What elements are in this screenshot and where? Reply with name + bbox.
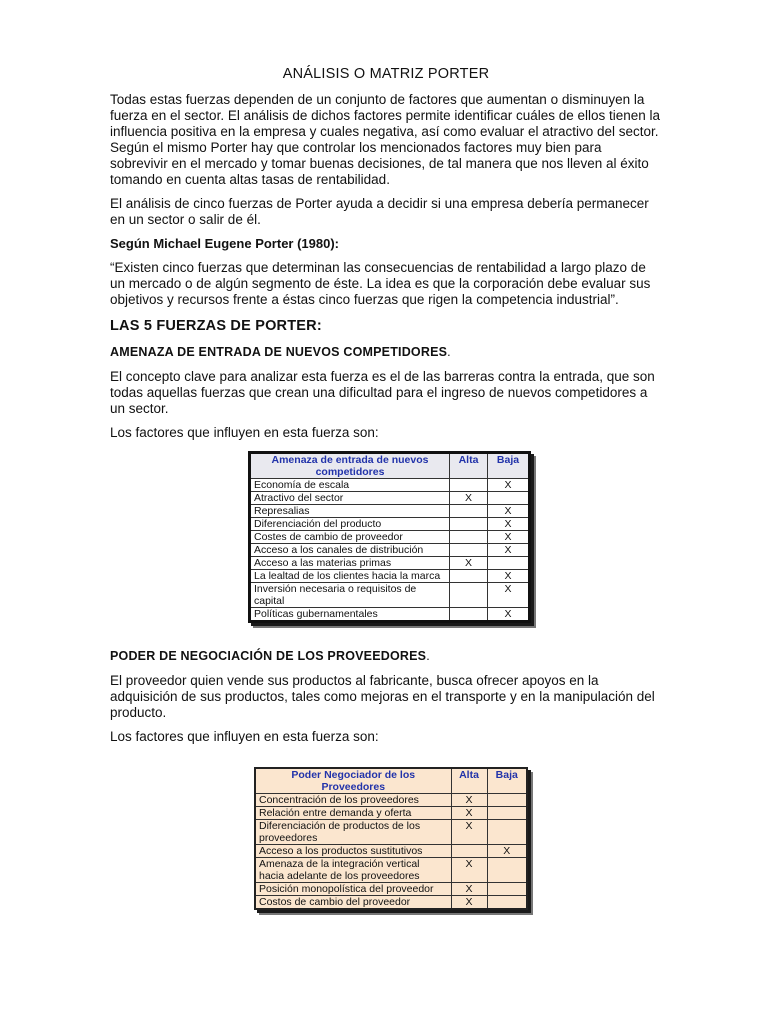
table1-baja-cell bbox=[488, 492, 530, 505]
intro-paragraph: Todas estas fuerzas dependen de un conjunto de factores que aumentan o disminuyen la fuerza en el sector. El análisis de dichos factores permite identificar cuáles de ellos tienen la influencia positiva en la empresa y cuales negativa, así como evaluar el atractivo del sector. Según el mismo Porter hay que controlar los mencionados factores muy bien para sobrevivir en el mercado y tomar buenas decisiones, de tal manera que nos lleven al éxito tomando en cuenta altas tasas de rentabilidad. bbox=[110, 92, 661, 187]
table1-header-alta: Alta bbox=[450, 453, 488, 479]
table2-row bbox=[255, 807, 527, 820]
table1-baja-cell: X bbox=[488, 479, 530, 492]
analysis-paragraph: El análisis de cinco fuerzas de Porter ayuda a decidir si una empresa debería permanecer en un sector o salir de él. bbox=[110, 196, 649, 227]
table2-baja-cell bbox=[487, 807, 527, 820]
table1-factor-cell: Costes de cambio de proveedor bbox=[250, 531, 450, 544]
table1-row bbox=[250, 518, 530, 531]
table2-row bbox=[255, 820, 527, 845]
section2-heading-text: PODER DE NEGOCIACIÓN DE LOS PROVEEDORES bbox=[110, 649, 427, 663]
table1-alta-cell bbox=[450, 505, 488, 518]
table1-alta-cell bbox=[450, 570, 488, 583]
section2-factors-intro: Los factores que influyen en esta fuerza son: bbox=[110, 729, 379, 744]
document-page bbox=[110, 66, 662, 910]
table1-alta-cell bbox=[450, 531, 488, 544]
table1-factor-cell: Inversión necesaria o requisitos de capital bbox=[250, 583, 450, 608]
table2-row bbox=[255, 858, 527, 883]
table1-row bbox=[250, 531, 530, 544]
table1-baja-cell: X bbox=[488, 608, 530, 622]
table1-factor-cell: Represalias bbox=[250, 505, 450, 518]
document-title: ANÁLISIS O MATRIZ PORTER bbox=[282, 66, 490, 82]
table2-alta-cell: X bbox=[451, 807, 487, 820]
table1-alta-cell bbox=[450, 608, 488, 622]
table1-baja-cell bbox=[488, 557, 530, 570]
table1-factor-cell: Políticas gubernamentales bbox=[250, 608, 450, 622]
table1-baja-cell: X bbox=[488, 531, 530, 544]
table2-factor-cell: Posición monopolística del proveedor bbox=[255, 883, 451, 896]
section-heading: LAS 5 FUERZAS DE PORTER: bbox=[110, 318, 322, 334]
section1-heading-dot: . bbox=[447, 345, 451, 359]
table1-factor-cell: Acceso a las materias primas bbox=[250, 557, 450, 570]
table1-alta-cell: X bbox=[450, 492, 488, 505]
table1-alta-cell bbox=[450, 479, 488, 492]
table2-wrapper bbox=[254, 767, 662, 910]
table1-factor-cell: Diferenciación del producto bbox=[250, 518, 450, 531]
table2-baja-cell bbox=[487, 858, 527, 883]
table2-factor-cell: Acceso a los productos sustitutivos bbox=[255, 845, 451, 858]
table1-alta-cell bbox=[450, 583, 488, 608]
table1-row bbox=[250, 583, 530, 608]
section2-heading-dot: . bbox=[426, 649, 430, 663]
section1-paragraph: El concepto clave para analizar esta fuerza es el de las barreras contra la entrada, que son todas aquellas fuerzas que crean una dificultad para el ingreso de nuevos competidores a un sector. bbox=[110, 369, 655, 416]
table2-row bbox=[255, 883, 527, 896]
table1-factor-cell: La lealtad de los clientes hacia la marca bbox=[250, 570, 450, 583]
table1-baja-cell: X bbox=[488, 518, 530, 531]
section2-heading bbox=[110, 649, 662, 663]
table2-header-row bbox=[255, 768, 527, 794]
table2-header-baja: Baja bbox=[487, 768, 527, 794]
section1-heading bbox=[110, 345, 662, 359]
table1-factor-cell: Atractivo del sector bbox=[250, 492, 450, 505]
author-line: Según Michael Eugene Porter (1980): bbox=[110, 236, 340, 251]
table2-baja-cell bbox=[487, 883, 527, 896]
table2-row bbox=[255, 896, 527, 910]
table2-factor-cell: Costos de cambio del proveedor bbox=[255, 896, 451, 910]
section1-heading-text: AMENAZA DE ENTRADA DE NUEVOS COMPETIDORES bbox=[110, 345, 448, 359]
table1-row bbox=[250, 492, 530, 505]
table1-row bbox=[250, 557, 530, 570]
table1-factor-cell: Economía de escala bbox=[250, 479, 450, 492]
table1-header-baja: Baja bbox=[488, 453, 530, 479]
table2-factor-cell: Concentración de los proveedores bbox=[255, 794, 451, 807]
table1-alta-cell bbox=[450, 544, 488, 557]
section1-factors-intro: Los factores que influyen en esta fuerza son: bbox=[110, 425, 379, 440]
table2-alta-cell bbox=[451, 845, 487, 858]
table-new-entrants bbox=[248, 451, 531, 623]
table2-alta-cell: X bbox=[451, 858, 487, 883]
section2-paragraph: El proveedor quien vende sus productos al fabricante, busca ofrecer apoyos en la adquisición de sus productos, tales como mejoras en el transporte y en la manipulación del producto. bbox=[110, 673, 655, 720]
table2-baja-cell: X bbox=[487, 845, 527, 858]
table-supplier-power bbox=[254, 767, 528, 910]
table1-alta-cell: X bbox=[450, 557, 488, 570]
table2-header-factor: Poder Negociador de los Proveedores bbox=[255, 768, 451, 794]
porter-quote: “Existen cinco fuerzas que determinan las consecuencias de rentabilidad a largo plazo de un mercado o de algún segmento de éste. La idea es que la corporación debe evaluar sus objetivos y recursos frente a éstas cinco fuerzas que rigen la competencia industrial”. bbox=[110, 260, 651, 307]
table1-row bbox=[250, 570, 530, 583]
table2-row bbox=[255, 794, 527, 807]
table2-baja-cell bbox=[487, 794, 527, 807]
table1-baja-cell: X bbox=[488, 583, 530, 608]
table1-alta-cell bbox=[450, 518, 488, 531]
table2-alta-cell: X bbox=[451, 883, 487, 896]
table1-baja-cell: X bbox=[488, 544, 530, 557]
table1-header-row bbox=[250, 453, 530, 479]
table1-row bbox=[250, 544, 530, 557]
table2-alta-cell: X bbox=[451, 820, 487, 845]
table1-row bbox=[250, 479, 530, 492]
table2-factor-cell: Diferenciación de productos de los proveedores bbox=[255, 820, 451, 845]
table2-row bbox=[255, 845, 527, 858]
table2-factor-cell: Amenaza de la integración vertical hacia adelante de los proveedores bbox=[255, 858, 451, 883]
table2-header-alta: Alta bbox=[451, 768, 487, 794]
table1-baja-cell: X bbox=[488, 505, 530, 518]
table2-factor-cell: Relación entre demanda y oferta bbox=[255, 807, 451, 820]
table2-alta-cell: X bbox=[451, 896, 487, 910]
table2-alta-cell: X bbox=[451, 794, 487, 807]
table1-wrapper bbox=[248, 451, 662, 623]
table1-row bbox=[250, 608, 530, 622]
table1-factor-cell: Acceso a los canales de distribución bbox=[250, 544, 450, 557]
table2-baja-cell bbox=[487, 820, 527, 845]
table2-baja-cell bbox=[487, 896, 527, 910]
table1-baja-cell: X bbox=[488, 570, 530, 583]
table1-row bbox=[250, 505, 530, 518]
table1-header-factor: Amenaza de entrada de nuevos competidores bbox=[250, 453, 450, 479]
